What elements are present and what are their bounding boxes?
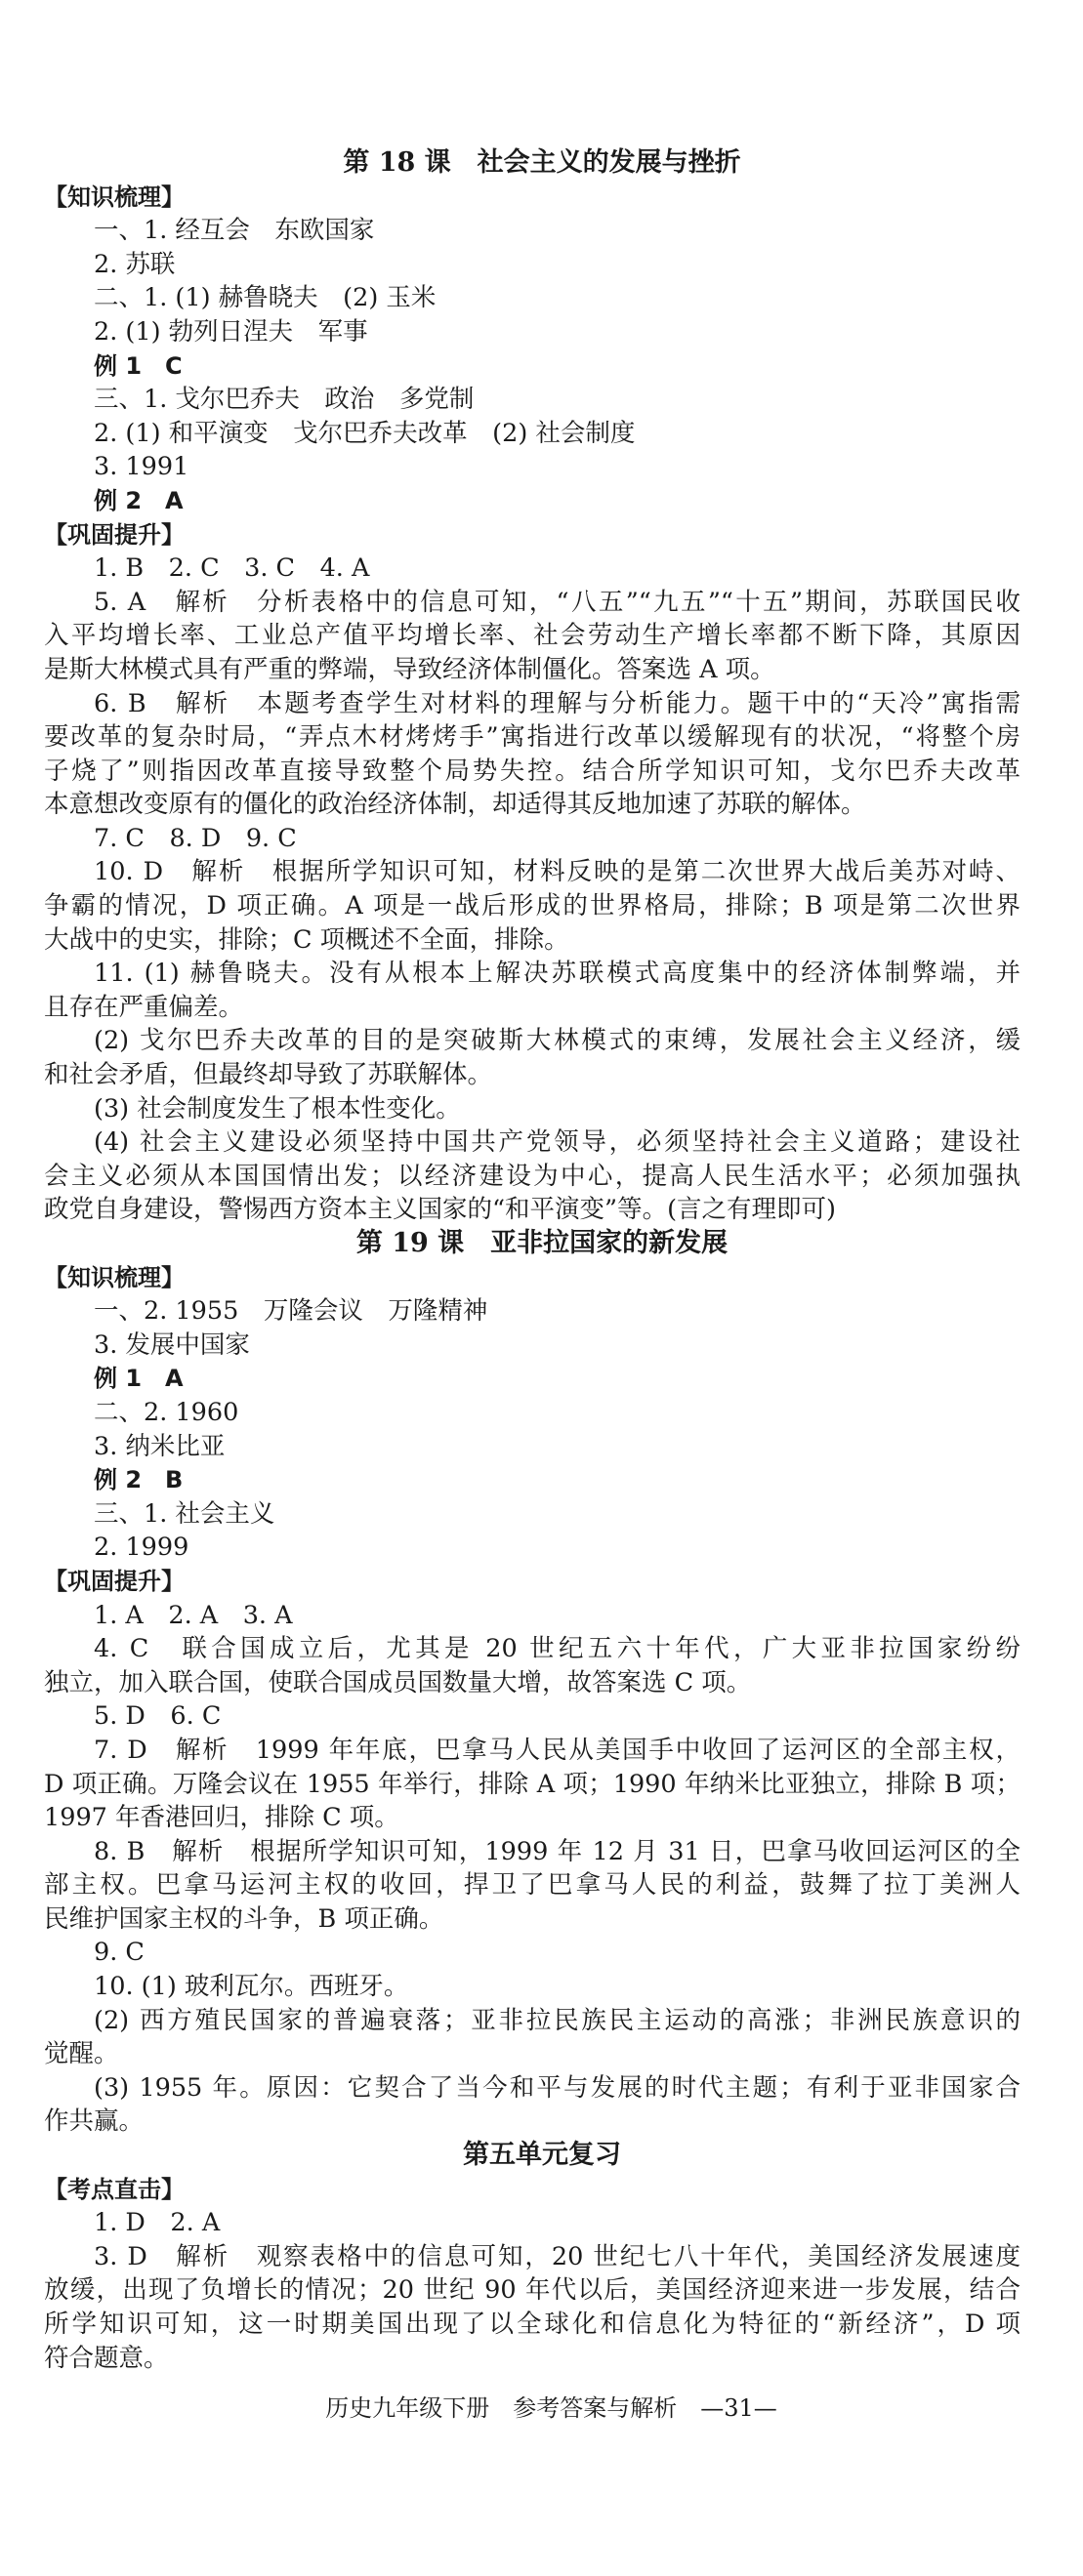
text-line: 1997 年香港回归，排除 C 项。 <box>44 1803 399 1833</box>
text-line: 1. A 2. A 3. A <box>94 1600 293 1630</box>
section-heading: 【知识梳理】 <box>44 1263 185 1291</box>
section-heading: 【巩固提升】 <box>44 1567 185 1595</box>
lesson-title: 第五单元复习 <box>463 2140 621 2171</box>
section-heading: 【巩固提升】 <box>44 520 185 549</box>
section-heading: 【知识梳理】 <box>44 183 185 211</box>
text-line: (2) 西方殖民国家的普遍衰落；亚非拉民族民主运动的高涨；非洲民族意识的 <box>94 2005 1021 2035</box>
answer-page-body <box>44 146 1021 2375</box>
text-line: 民维护国家主权的斗争，B 项正确。 <box>44 1903 444 1934</box>
text-line: 例 2 B <box>94 1466 184 1494</box>
lesson-title: 第 19 课 亚非拉国家的新发展 <box>355 1228 729 1258</box>
text-line: 要改革的复杂时局，“弄点木材烤烤手”寓指进行改革以缓解现有的状况，“将整个房 <box>44 722 1021 753</box>
text-line: 三、1. 戈尔巴乔夫 政治 多党制 <box>94 385 475 415</box>
text-line: 是斯大林模式具有严重的弊端，导致经济体制僵化。答案选 A 项。 <box>44 654 775 684</box>
text-line: 7. D 解析 1999 年年底，巴拿马人民从美国手中收回了运河区的全部主权， <box>94 1735 1021 1765</box>
page-footer: 历史九年级下册 参考答案与解析 —31— <box>325 2394 777 2422</box>
text-line: (3) 1955 年。原因：它契合了当今和平与发展的时代主题；有利于亚非国家合 <box>94 2072 1021 2103</box>
text-line: 5. A 解析 分析表格中的信息可知，“八五”“九五”“十五”期间，苏联国民收 <box>94 587 1021 617</box>
text-line: 2. (1) 勃列日涅夫 军事 <box>94 316 368 347</box>
text-line: 二、1. (1) 赫鲁晓夫 (2) 玉米 <box>94 283 437 313</box>
text-line: 一、2. 1955 万隆会议 万隆精神 <box>94 1296 488 1327</box>
section-heading: 【考点直击】 <box>44 2175 185 2203</box>
text-line: 1. D 2. A <box>94 2208 221 2238</box>
text-line: 觉醒。 <box>44 2039 119 2069</box>
text-line: (4) 社会主义建设必须坚持中国共产党领导，必须坚持社会主义道路；建设社 <box>94 1127 1021 1158</box>
text-line: 作共赢。 <box>44 2106 145 2137</box>
text-line: 4. C 联合国成立后，尤其是 20 世纪五六十年代，广大亚非拉国家纷纷 <box>94 1634 1021 1664</box>
text-line: 入平均增长率、工业总产值平均增长率、社会劳动生产增长率都不断下降，其原因 <box>44 621 1021 651</box>
text-line: 10. D 解析 根据所学知识可知，材料反映的是第二次世界大战后美苏对峙、 <box>94 857 1021 887</box>
text-line: 1. B 2. C 3. C 4. A <box>94 553 370 584</box>
text-line: 3. 纳米比亚 <box>94 1431 226 1461</box>
text-line: 且存在严重偏差。 <box>44 992 244 1022</box>
text-line: 大战中的史实，排除；C 项概述不全面，排除。 <box>44 924 569 955</box>
text-line: 本意想改变原有的僵化的政治经济体制，却适得其反地加速了苏联的解体。 <box>44 790 866 820</box>
text-line: 2. 1999 <box>94 1533 189 1563</box>
text-line: 和社会矛盾，但最终却导致了苏联解体。 <box>44 1060 493 1090</box>
text-line: 所学知识可知，这一时期美国出现了以全球化和信息化为特征的“新经济”，D 项 <box>44 2310 1021 2339</box>
text-line: 独立，加入联合国，使联合国成员国数量大增，故答案选 C 项。 <box>44 1667 752 1697</box>
text-line: 3. D 解析 观察表格中的信息可知，20 世纪七八十年代，美国经济发展速度 <box>94 2241 1021 2271</box>
text-line: 11. (1) 赫鲁晓夫。没有从根本上解决苏联模式高度集中的经济体制弊端，并 <box>94 959 1021 989</box>
text-line: 政党自身建设，警惕西方资本主义国家的“和平演变”等。(言之有理即可) <box>44 1195 836 1225</box>
text-line: 2. (1) 和平演变 戈尔巴乔夫改革 (2) 社会制度 <box>94 418 636 448</box>
text-line: 例 1 C <box>94 351 183 380</box>
text-line: 7. C 8. D 9. C <box>94 823 297 853</box>
text-line: 会主义必须从本国国情出发；以经济建设为中心，提高人民生活水平；必须加强执 <box>44 1161 1021 1191</box>
text-line: D 项正确。万隆会议在 1955 年举行，排除 A 项；1990 年纳米比亚独立，排除 B 项； <box>44 1769 1021 1799</box>
lesson-title: 第 18 课 社会主义的发展与挫折 <box>343 147 741 178</box>
text-line: 部主权。巴拿马运河主权的收回，捍卫了巴拿马人民的利益，鼓舞了拉丁美洲人 <box>44 1870 1021 1901</box>
text-line: 一、1. 经互会 东欧国家 <box>94 216 375 246</box>
text-line: 2. 苏联 <box>94 249 176 279</box>
text-line: 10. (1) 玻利瓦尔。西班牙。 <box>94 1972 409 2002</box>
text-line: 争霸的情况，D 项正确。A 项是一战后形成的世界格局，排除；B 项是第二次世界 <box>44 891 1021 921</box>
text-line: (2) 戈尔巴乔夫改革的目的是突破斯大林模式的束缚，发展社会主义经济，缓 <box>94 1026 1021 1056</box>
text-line: 9. C <box>94 1938 145 1968</box>
text-line: 符合题意。 <box>44 2343 169 2373</box>
text-line: 三、1. 社会主义 <box>94 1498 275 1529</box>
text-line: (3) 社会制度发生了根本性变化。 <box>94 1093 461 1124</box>
text-line: 放缓，出现了负增长的情况；20 世纪 90 年代以后，美国经济迎来进一步发展，结合 <box>44 2275 1021 2306</box>
text-line: 子烧了”则指因改革直接导致整个局势失控。结合所学知识可知，戈尔巴乔夫改革 <box>44 756 1021 786</box>
text-line: 3. 发展中国家 <box>94 1329 250 1360</box>
text-line: 5. D 6. C <box>94 1701 222 1732</box>
text-line: 6. B 解析 本题考查学生对材料的理解与分析能力。题干中的“天冷”寓指需 <box>94 688 1021 718</box>
text-line: 二、2. 1960 <box>94 1397 239 1427</box>
text-line: 3. 1991 <box>94 452 189 482</box>
text-line: 例 2 A <box>94 486 184 514</box>
text-line: 例 1 A <box>94 1365 184 1393</box>
text-line: 8. B 解析 根据所学知识可知，1999 年 12 月 31 日，巴拿马收回运河区的全 <box>94 1836 1021 1866</box>
